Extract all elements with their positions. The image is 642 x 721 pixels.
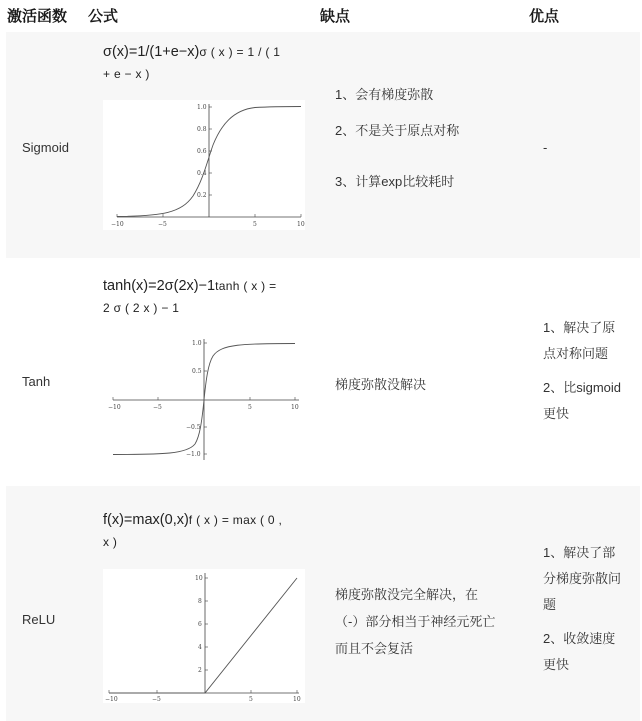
formula-main: f(x)=max(0,x): [103, 512, 189, 528]
header-col-function: 激活函数: [7, 8, 68, 25]
row-name-sigmoid: Sigmoid: [22, 140, 69, 155]
y-tick-label: 1.0: [197, 104, 207, 111]
y-tick-label: −0.5: [186, 424, 201, 431]
cons-item: 而且不会复活: [335, 641, 414, 656]
x-tick-label: 10: [297, 221, 305, 228]
x-tick-label: −10: [108, 404, 121, 411]
formula-relu: [103, 509, 313, 553]
pros-item: 题: [543, 597, 557, 612]
x-tick-label: −5: [158, 221, 167, 228]
cons-item: 1、会有梯度弥散: [335, 87, 434, 102]
header-col-cons: 缺点: [320, 8, 351, 25]
relu-curve: [109, 578, 297, 693]
y-tick-label: 4: [198, 644, 202, 651]
formula-alt-line1: σ ( x ) = 1 / ( 1: [199, 45, 281, 59]
formula-alt-line2: x ): [103, 535, 118, 549]
pros-item: 分梯度弥散问: [543, 571, 622, 586]
formula-tanh: [103, 275, 313, 319]
y-tick-label: 2: [198, 667, 202, 674]
pros-item: 1、解决了原: [543, 320, 616, 335]
formula-main: tanh(x)=2σ(2x)−1: [103, 278, 216, 294]
y-tick-label: 10: [195, 575, 203, 582]
cons-relu: [335, 584, 545, 664]
formula-alt-line2: + e − x ): [103, 67, 150, 81]
cons-item: 2、不是关于原点对称: [335, 123, 460, 138]
pros-relu: [543, 542, 638, 682]
pros-item: 更快: [543, 657, 570, 672]
x-tick-label: 5: [248, 404, 252, 411]
formula-alt-line1: tanh ( x ) =: [215, 279, 277, 293]
formula-alt-line1: f ( x ) = max ( 0 ,: [188, 513, 283, 527]
y-tick-label: 0.5: [192, 368, 202, 375]
pros-item: 1、解决了部: [543, 545, 616, 560]
formula-alt-line2: 2 σ ( 2 x ) − 1: [103, 301, 180, 315]
cons-tanh: 梯度弥散没解决: [335, 377, 427, 392]
pros-sigmoid: -: [543, 140, 548, 155]
relu-plot: [103, 569, 305, 703]
x-tick-label: 10: [293, 696, 301, 703]
tanh-plot: [103, 336, 305, 464]
y-tick-label: 0.4: [197, 170, 207, 177]
header-col-pros: 优点: [529, 8, 560, 25]
y-tick-label: 6: [198, 621, 202, 628]
x-tick-label: −5: [152, 696, 161, 703]
cons-item: （-）部分相当于神经元死亡: [335, 614, 496, 629]
sigmoid-plot: [103, 100, 305, 230]
cons-item: 3、计算exp比较耗时: [335, 174, 455, 189]
y-tick-label: −1.0: [186, 451, 201, 458]
y-tick-label: 8: [198, 598, 202, 605]
x-tick-label: −10: [105, 696, 118, 703]
cons-item: 梯度弥散没完全解决，在: [335, 587, 479, 602]
pros-item: 更快: [543, 406, 570, 421]
header-col-formula: 公式: [88, 8, 119, 25]
x-tick-label: −10: [111, 221, 124, 228]
y-tick-label: 0.6: [197, 148, 207, 155]
row-name-tanh: Tanh: [22, 374, 51, 389]
y-tick-label: 0.8: [197, 126, 207, 133]
x-tick-label: −5: [153, 404, 162, 411]
pros-item: 点对称问题: [543, 346, 609, 361]
formula-main: σ(x)=1/(1+e−x): [103, 44, 200, 60]
x-tick-label: 10: [291, 404, 299, 411]
pros-item: 2、比sigmoid: [543, 380, 622, 395]
pros-tanh: [543, 317, 638, 427]
x-tick-label: 5: [253, 221, 257, 228]
row-name-relu: ReLU: [22, 612, 56, 627]
formula-sigmoid: [103, 41, 313, 85]
x-tick-label: 5: [249, 696, 253, 703]
y-tick-label: 0.2: [197, 192, 207, 199]
y-tick-label: 1.0: [192, 340, 202, 347]
cons-sigmoid: [335, 84, 535, 204]
pros-item: 2、收敛速度: [543, 631, 616, 646]
